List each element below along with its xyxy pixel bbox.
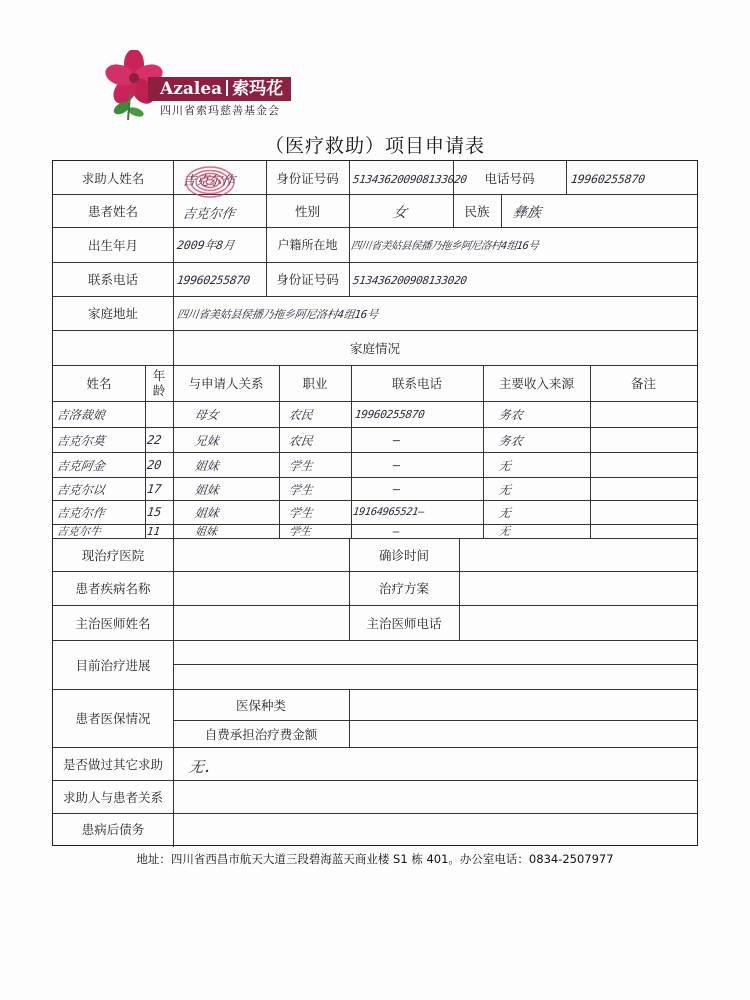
- family-relation: 姐妹: [194, 525, 218, 538]
- family-relation: 母女: [193, 407, 220, 422]
- family-phone: —: [392, 458, 402, 472]
- family-occupation: 农民: [287, 433, 314, 448]
- family-header-relation: 与申请人关系: [188, 376, 264, 391]
- family-phone: —: [392, 482, 402, 496]
- label-treatment-plan: 治疗方案: [378, 581, 429, 596]
- family-header-age-line2: 龄: [152, 383, 166, 398]
- application-form-table: [52, 160, 698, 846]
- label-current-hospital: 现治疗医院: [81, 547, 145, 563]
- label-household-location: 户籍所在地: [277, 238, 338, 252]
- value-household-location: 四川省美姑县侯播乃拖乡阿尼洛村4组16号: [350, 239, 540, 252]
- family-relation: 兄妹: [193, 433, 220, 448]
- value-id-number: 513436200908133020: [352, 172, 468, 186]
- family-name: 吉克尔牛: [56, 525, 102, 538]
- family-phone: —: [392, 524, 401, 538]
- family-income: 无: [498, 525, 511, 538]
- brand-banner: [148, 77, 291, 101]
- family-age: 22: [146, 433, 163, 447]
- family-relation: 姐妹: [193, 505, 220, 520]
- family-occupation: 学生: [287, 482, 314, 497]
- value-id-number-2: 513436200908133020: [352, 273, 468, 287]
- value-contact-phone: 19960255870: [176, 273, 251, 287]
- foundation-logo: [104, 50, 304, 120]
- fingerprint-icon: [182, 163, 238, 201]
- label-contact-phone: 联系电话: [87, 272, 138, 287]
- family-income: 务农: [497, 433, 524, 448]
- value-gender: 女: [391, 205, 408, 221]
- family-header-age-line1: 年: [152, 368, 166, 383]
- family-name: 吉克尔莫: [55, 433, 106, 448]
- value-phone-number: 19960255870: [570, 172, 646, 186]
- family-phone: 19164965521—: [352, 506, 425, 518]
- family-occupation: 农民: [287, 407, 314, 422]
- family-header-income: 主要收入来源: [498, 376, 574, 391]
- label-gender: 性别: [294, 203, 320, 219]
- value-other-aid: 无.: [187, 757, 215, 776]
- family-age: 11: [146, 524, 162, 538]
- label-patient-name: 患者姓名: [87, 203, 138, 219]
- label-applicant-name: 求助人姓名: [81, 170, 145, 186]
- label-ethnicity: 民族: [464, 203, 490, 219]
- value-applicant-name: 吉克尔作: [181, 173, 236, 189]
- label-self-paid: 自费承担治疗费金额: [204, 726, 318, 742]
- family-header-age: [145, 365, 173, 401]
- value-birth-date: 2009年8月: [176, 238, 236, 252]
- label-diagnosis-time: 确诊时间: [378, 547, 429, 563]
- label-doctor-name: 主治医师姓名: [75, 615, 151, 631]
- family-header-phone: 联系电话: [391, 376, 442, 391]
- foundation-name: 四川省索玛慈善基金会: [160, 104, 280, 117]
- family-occupation: 学生: [287, 458, 314, 473]
- label-id-number-2: 身份证号码: [276, 272, 339, 287]
- family-age: 17: [146, 482, 163, 496]
- family-age: 20: [146, 458, 163, 472]
- label-debt: 患病后债务: [81, 822, 145, 837]
- family-income: 无: [497, 458, 512, 473]
- value-home-address: 四川省美姑县侯播乃拖乡阿尼洛村4组16号: [176, 308, 379, 321]
- label-disease-name: 患者疾病名称: [75, 581, 151, 596]
- brand-name-en: Azalea: [160, 79, 223, 99]
- label-relationship: 求助人与患者关系: [62, 789, 163, 805]
- family-header-name: 姓名: [86, 376, 112, 391]
- label-other-aid: 是否做过其它求助: [62, 756, 163, 772]
- family-income: 无: [497, 505, 512, 520]
- family-name: 吉克尔作: [55, 505, 106, 520]
- family-phone: 19960255870: [354, 407, 426, 421]
- label-doctor-phone: 主治医师电话: [366, 615, 442, 631]
- label-treatment-progress: 目前治疗进展: [75, 657, 151, 673]
- family-phone: —: [392, 433, 402, 447]
- family-header-notes: 备注: [630, 376, 656, 391]
- family-section-title: 家庭情况: [349, 340, 400, 356]
- label-insurance-type: 医保种类: [235, 697, 286, 713]
- family-occupation: 学生: [287, 505, 314, 520]
- label-birth-date: 出生年月: [87, 237, 138, 253]
- family-income: 务农: [497, 407, 524, 422]
- family-relation: 姐妹: [193, 482, 220, 497]
- value-patient-name: 吉克尔作: [181, 206, 236, 222]
- label-home-address: 家庭地址: [87, 306, 138, 321]
- family-occupation: 学生: [288, 525, 312, 538]
- family-name: 吉克尔以: [55, 482, 106, 497]
- brand-name-cn: 索玛花: [232, 79, 284, 99]
- family-name: 吉克阿金: [55, 458, 106, 473]
- value-ethnicity: 彝族: [511, 205, 542, 221]
- family-header-occupation: 职业: [302, 376, 328, 391]
- label-id-number: 身份证号码: [276, 170, 339, 186]
- footer-address: 地址：四川省西昌市航天大道三段碧海蓝天商业楼 S1 栋 401。办公室电话：0834-2507977: [136, 852, 614, 866]
- label-insurance-status: 患者医保情况: [75, 711, 151, 726]
- family-name: 吉洛裁娘: [55, 407, 106, 422]
- label-phone-number: 电话号码: [484, 170, 535, 186]
- form-title: （医疗救助）项目申请表: [264, 135, 485, 157]
- family-relation: 姐妹: [193, 458, 220, 473]
- family-income: 无: [497, 482, 512, 497]
- family-age: 15: [146, 505, 163, 519]
